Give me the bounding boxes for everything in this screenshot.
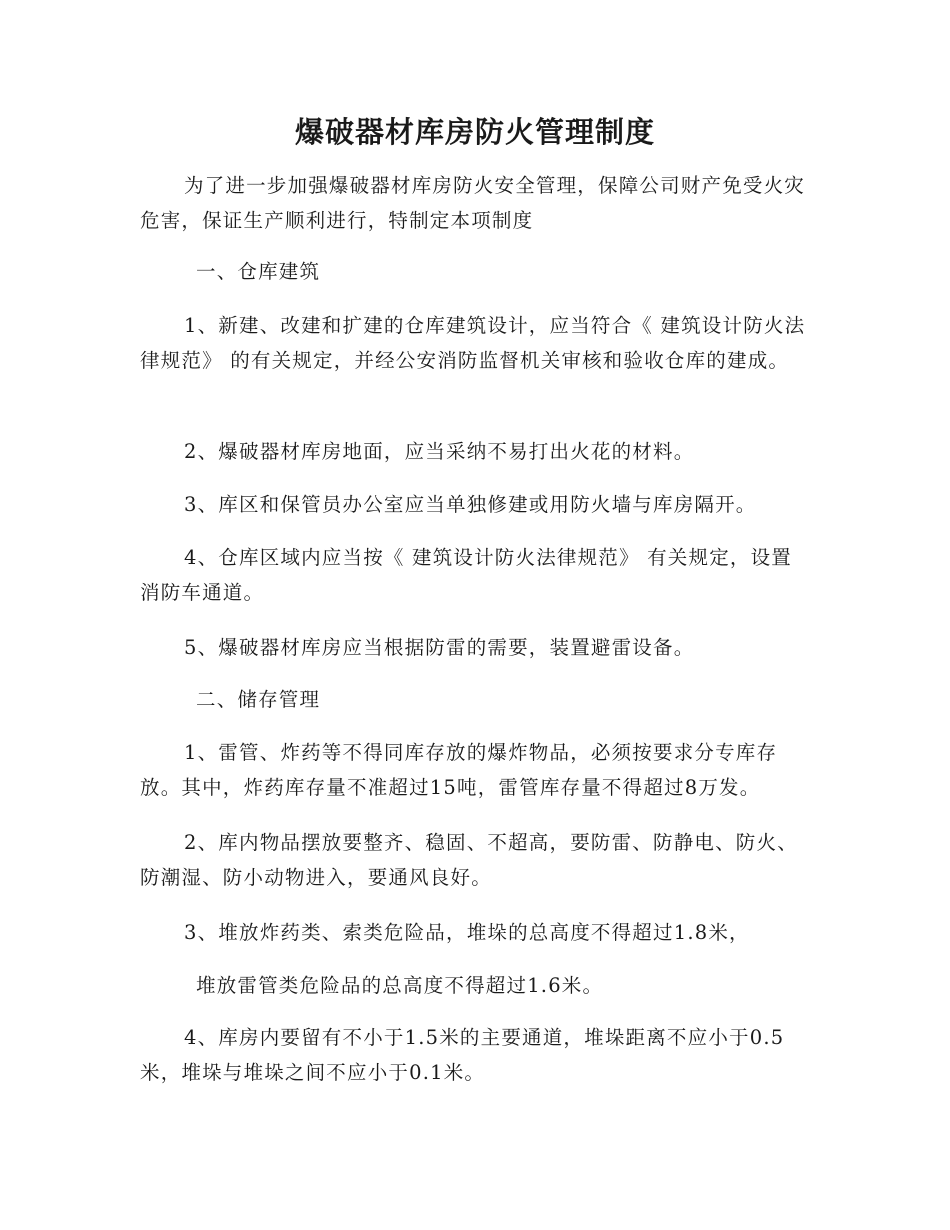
paragraph-building-4: 4、仓库区域内应当按《 建筑设计防火法律规范》 有关规定，设置消防车通道。 (140, 546, 793, 604)
paragraph-storage-3-continued: 堆放雷管类危险品的总高度不得超过1.6米。 (196, 974, 604, 997)
paragraph-storage-4: 4、库房内要留有不小于1.5米的主要通道，堆垛距离不应小于0.5米，堆垛与堆垛之间不应小于0.1米。 (140, 1026, 785, 1084)
paragraph-building-1: 1、新建、改建和扩建的仓库建筑设计，应当符合《 建筑设计防火法律规范》 的有关规定，并经公安消防监督机关审核和验收仓库的建成。 (140, 314, 806, 372)
section-heading-building: 一、仓库建筑 (196, 260, 321, 283)
document-title: 爆破器材库房防火管理制度 (294, 115, 655, 149)
intro-paragraph: 为了进一步加强爆破器材库房防火安全管理，保障公司财产免受火灾危害，保证生产顺利进行，特制定本项制度 (140, 174, 806, 232)
section-heading-storage: 二、储存管理 (196, 688, 321, 711)
paragraph-building-3: 3、库区和保管员办公室应当单独修建或用防火墙与库房隔开。 (184, 493, 757, 516)
paragraph-storage-1: 1、雷管、炸药等不得同库存放的爆炸物品，必须按要求分专库存放。其中，炸药库存量不准超过15吨，雷管库存量不得超过8万发。 (140, 741, 778, 799)
paragraph-building-5: 5、爆破器材库房应当根据防雷的需要，装置避雷设备。 (184, 636, 695, 659)
paragraph-storage-3: 3、堆放炸药类、索类危险品，堆垛的总高度不得超过1.8米， (184, 921, 750, 944)
paragraph-building-2: 2、爆破器材库房地面，应当采纳不易打出火花的材料。 (184, 440, 695, 463)
paragraph-storage-2: 2、库内物品摆放要整齐、稳固、不超高，要防雷、防静电、防火、防潮湿、防小动物进入，要通风良好。 (140, 831, 798, 889)
